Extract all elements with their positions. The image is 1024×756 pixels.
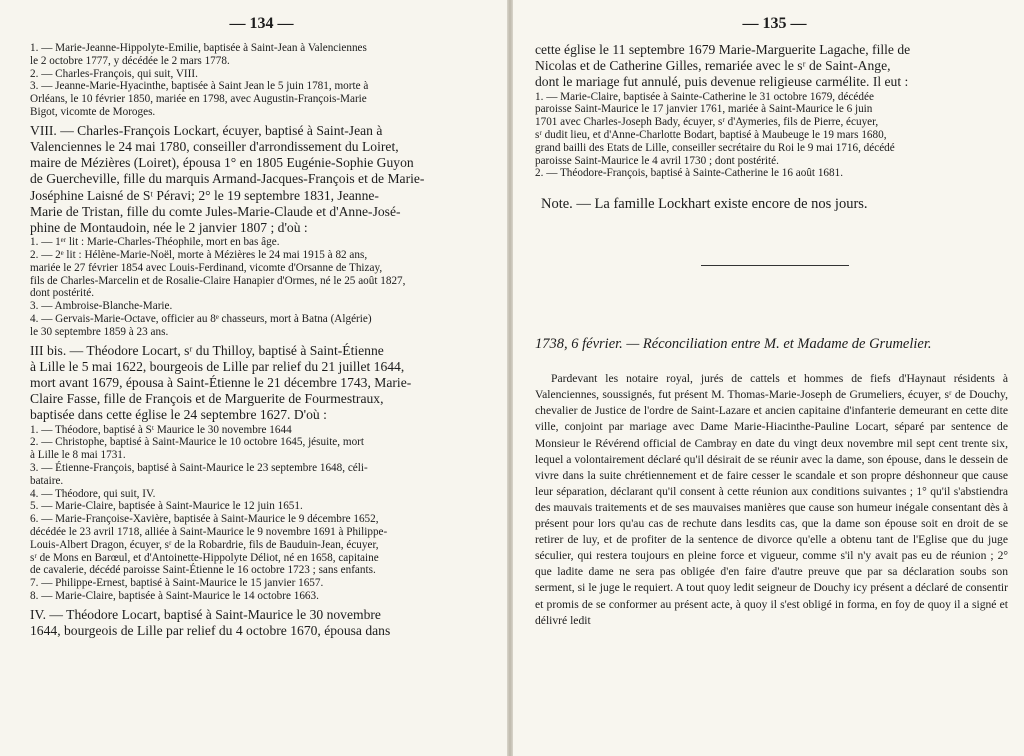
text-line: de Guercheville, fille du marquis Armand-Jacques-François et de Marie- [30, 171, 425, 187]
text-line: 3. — Jeanne-Marie-Hyacinthe, baptisée à Saint Jean le 5 juin 1781, morte à [30, 80, 369, 93]
act-text: Pardevant les notaire royal, jurés de cattels et hommes de fiefs d'Haynaut résidents à Valenciennes, soussignés, fut présent M. Thomas-Marie-Joseph de Grumeliers, écuyer, sʳ de Douchy, chevalier de Justice de l'ordre de Saint-Lazare et ancien capitaine d'infanterie demeurant en cette dite ville, conjoint par mariage avec Dame Marie-Hiacinthe-Pauline Locart, séparé par sentence de Monsieur le Révérend official de Cambray en date du vingt deux novembre mil sept cent trente six, lequel a volontairement déclaré qu'il désirait de se réunir avec la dame, son épouse, dans le dessein de vivre dans la suite chrétiennement et de faire cesser le scandale et son propre déshonneur que cause leur séparation, déclarant qu'il consent à cette réunion aux conditions suivantes ; 1° qu'il s'abstiendra des mauvais traitements et de ses mauvaises manières que cause son humeur inégale consentant dès à présent pour lors qu'au cas de rechute dans lesdits cas, que la dame son épouse soit en droit de se retirer de luy, et de profiter de la sentence de divorce qu'elle a obtenu tant de l'Eglise que du juge séculier, qui restera toujours en pleine force et vigueur, comme s'il n'y avait pas eu de réunion ; 2° que ladite dame ne sera pas obligée d'en faire d'autre preuve que par sa déclaration soubs son serment, si le juge le requiert. A tout quoy ledit seigneur de Douchy icy présent a déclaré de consentir et promis de se conformer au présent acte, à quoy il s'est obligé in forma, en foy de quoy il a signé et délivré ledit [535, 372, 1008, 627]
text-line: baptisée dans cette église le 24 septembre 1627. D'où : [30, 407, 327, 423]
text-line: 8. — Marie-Claire, baptisée à Saint-Maurice le 14 octobre 1663. [30, 589, 319, 602]
text-line: sʳ dudit lieu, et d'Anne-Charlotte Bodart, baptisé à Maubeuge le 19 mars 1680, [535, 129, 887, 141]
text-line: sʳ de Mons en Barœul, et d'Antoinette-Hippolyte Déliot, né en 1658, capitaine [30, 551, 379, 564]
text-line: maire de Mézières (Loiret), épousa 1° en 1805 Eugénie-Sophie Guyon [30, 155, 414, 171]
text-line: IV. — Théodore Locart, baptisé à Saint-Maurice le 30 novembre [30, 606, 381, 622]
text-line: paroisse Saint-Maurice le 17 janvier 1761, mariée à Saint-Maurice le 6 juin [535, 103, 873, 116]
text-line: 4. — Gervais-Marie-Octave, officier au 8ᵉ chasseurs, mort à Batna (Algérie) [30, 312, 372, 325]
text-line: III bis. — Théodore Locart, sʳ du Thilloy, baptisé à Saint-Étienne [30, 342, 384, 358]
text-line: 1. — Théodore, baptisé à Sᵗ Maurice le 30 novembre 1644 [30, 423, 292, 436]
text-line: 1. — Marie-Jeanne-Hippolyte-Emilie, baptisée à Saint-Jean à Valenciennes [30, 42, 367, 54]
text-line: 2. — 2ᵉ lit : Hélène-Marie-Noël, morte à Mézières le 24 mai 1915 à 82 ans, [30, 249, 368, 261]
text-line: dont le mariage fut annulé, puis devenue religieuse carmélite. Il eut : [535, 74, 909, 90]
text-line: Louis-Albert Dragon, écuyer, sʳ de la Robardrie, fils de Bauduin-Jean, écuyer, [30, 538, 379, 551]
text-line: de cavalerie, décédé paroisse Saint-Étienne le 16 octobre 1723 ; sans enfants. [30, 564, 376, 577]
text-line: Valenciennes le 24 mai 1780, conseiller d'arrondissement du Loiret, [30, 138, 399, 154]
text-line: à Lille le 5 mai 1622, bourgeois de Lille par relief du 21 juillet 1644, [30, 358, 405, 374]
spacer [535, 266, 1014, 336]
text-line: Bigot, vicomte de Moroges. [30, 105, 156, 118]
text-line: Marie de Tristan, fille du comte Jules-Marie-Claude et d'Anne-José- [30, 203, 401, 219]
left-page-body [30, 42, 493, 639]
text-line: cette église le 11 septembre 1679 Marie-Marguerite Lagache, fille de [535, 42, 911, 57]
text-line: dont postérité. [30, 287, 95, 300]
act-title: 1738, 6 février. — Réconciliation entre M. et Madame de Grumelier. [535, 336, 932, 353]
text-line: mariée le 27 février 1854 avec Louis-Ferdinand, vicomte d'Orsanne de Thizay, [30, 261, 383, 274]
text-line: 1644, bourgeois de Lille par relief du 4 octobre 1670, épousa dans [30, 622, 391, 638]
text-line: 2. — Christophe, baptisé à Saint-Maurice le 10 octobre 1645, jésuite, mort [30, 436, 364, 449]
family-note: Note. — La famille Lockhart existe encore de nos jours. [541, 196, 868, 213]
text-line: Orléans, le 10 février 1850, mariée en 1798, avec Augustin-François-Marie [30, 93, 367, 106]
text-line: le 2 octobre 1777, y décédée le 2 mars 1778. [30, 54, 230, 67]
text-line: 5. — Marie-Claire, baptisée à Saint-Maurice le 12 juin 1651. [30, 500, 303, 513]
text-line: VIII. — Charles-François Lockart, écuyer, baptisé à Saint-Jean à [30, 122, 383, 138]
text-line: décédée le 23 avril 1718, alliée à Saint-Maurice le 9 novembre 1691 à Philippe- [30, 525, 388, 538]
text-line: 6. — Marie-Françoise-Xavière, baptisée à Saint-Maurice le 9 décembre 1652, [30, 513, 379, 526]
text-line: paroisse Saint-Maurice le 4 avril 1730 ; dont postérité. [535, 154, 779, 167]
text-line: Nicolas et de Catherine Gilles, remariée avec le sʳ de Saint-Ange, [535, 58, 891, 74]
right-page-body [535, 42, 1014, 629]
page-number-135: — 135 — [742, 15, 807, 32]
page-number-134: — 134 — [229, 15, 294, 32]
text-line: Claire Fasse, fille de François et de Marguerite de Fourmestraux, [30, 391, 384, 407]
text-line: à Lille le 8 mai 1731. [30, 449, 126, 462]
text-line: 4. — Théodore, qui suit, IV. [30, 487, 156, 500]
text-line: 3. — Ambroise-Blanche-Marie. [30, 300, 173, 313]
right-page [513, 0, 1024, 756]
text-line: fils de Charles-Marcelin et de Rosalie-Claire Hanapier d'Ormes, né le 25 août 1827, [30, 274, 406, 287]
left-page [0, 0, 507, 756]
text-line: 1. — Marie-Claire, baptisée à Sainte-Catherine le 31 octobre 1679, décédée [535, 90, 874, 103]
text-line: grand bailli des Etats de Lille, conseiller secrétaire du Roi le 9 mai 1716, décédé [535, 141, 895, 154]
text-line: 1701 avec Charles-Joseph Bady, écuyer, sʳ d'Aymeries, fils de Pierre, écuyer, [535, 116, 879, 129]
text-line: mort avant 1679, épousa à Saint-Étienne le 21 décembre 1743, Marie- [30, 374, 412, 390]
text-line: phine de Montaudoin, née le 2 janvier 1807 ; d'où : [30, 220, 308, 235]
text-line: Joséphine Laisné de Sᵗ Péravi; 2° le 19 septembre 1831, Jeanne- [30, 187, 379, 203]
text-line: 1. — 1ᵉʳ lit : Marie-Charles-Théophile, mort en bas âge. [30, 236, 280, 249]
text-line: le 30 septembre 1859 à 23 ans. [30, 325, 169, 338]
text-line: bataire. [30, 474, 64, 487]
text-line: 3. — Étienne-François, baptisé à Saint-Maurice le 23 septembre 1648, céli- [30, 461, 368, 474]
text-line: 7. — Philippe-Ernest, baptisé à Saint-Maurice le 15 janvier 1657. [30, 577, 324, 590]
text-line: 2. — Théodore-François, baptisé à Sainte-Catherine le 16 août 1681. [535, 167, 843, 180]
text-line: 2. — Charles-François, qui suit, VIII. [30, 67, 198, 80]
